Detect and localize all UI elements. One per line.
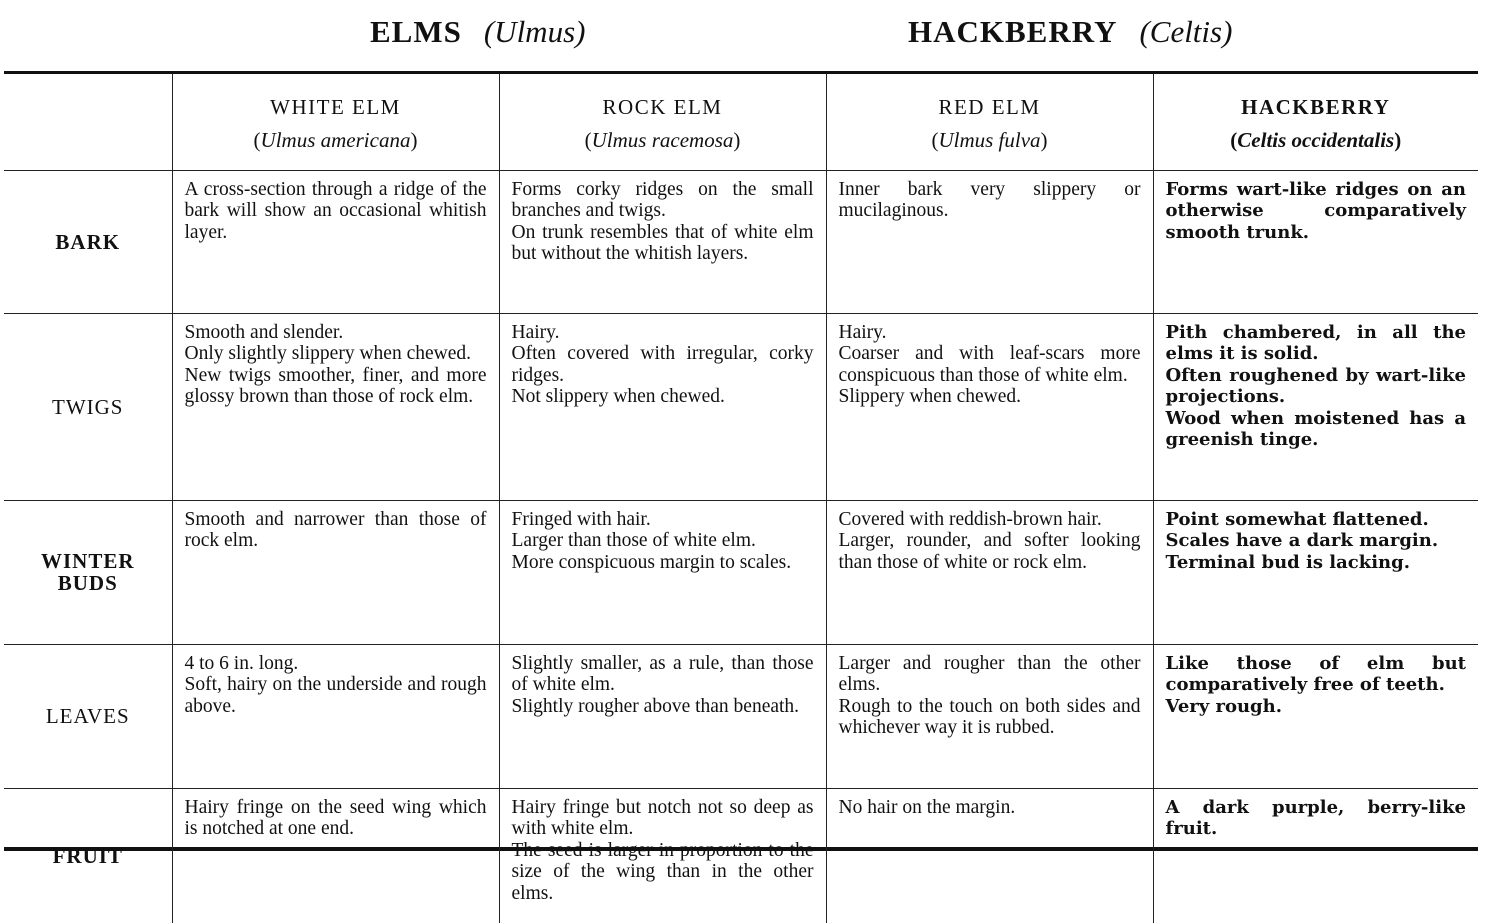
corner-cell: [4, 74, 172, 170]
row-winter-buds: [4, 500, 1478, 644]
elms-genus: (Ulmus): [483, 14, 586, 49]
column-name: ROCK ELM: [602, 95, 723, 119]
cell-buds-hackberry: Point somewhat flattened. Scales have a dark margin. Terminal bud is lacking.: [1153, 500, 1478, 644]
cell-twigs-hackberry: Pith chambered, in all the elms it is solid. Often roughened by wart-like projections. Wood when moistened has a greenish tinge.: [1153, 313, 1478, 500]
row-leaves: [4, 644, 1478, 788]
hackberry-title: HACKBERRY: [908, 14, 1118, 49]
cell-leaves-rock-elm: Slightly smaller, as a rule, than those of white elm. Slightly rougher above than beneath.: [499, 644, 826, 788]
cell-fruit-red-elm: No hair on the margin.: [826, 788, 1153, 923]
cell-buds-white-elm: Smooth and narrower than those of rock elm.: [172, 500, 499, 644]
row-twigs: [4, 313, 1478, 500]
cell-twigs-rock-elm: Hairy. Often covered with irregular, corky ridges. Not slippery when chewed.: [499, 313, 826, 500]
hackberry-genus: (Celtis): [1139, 14, 1233, 49]
column-header-red-elm: [826, 74, 1153, 170]
row-label-bark: BARK: [4, 170, 172, 313]
comparison-table: [4, 74, 1478, 923]
column-name: WHITE ELM: [270, 95, 401, 119]
cell-twigs-red-elm: Hairy. Coarser and with leaf-scars more conspicuous than those of white elm. Slippery when chewed.: [826, 313, 1153, 500]
cell-bark-hackberry: Forms wart-like ridges on an otherwise comparatively smooth trunk.: [1153, 170, 1478, 313]
cell-bark-red-elm: Inner bark very slippery or mucilaginous.: [826, 170, 1153, 313]
column-scientific-name: (Ulmus fulva): [931, 128, 1048, 152]
column-scientific-name: (Ulmus racemosa): [584, 128, 741, 152]
cell-fruit-rock-elm: Hairy fringe but notch not so deep as with white elm. The seed is larger in proportion to the size of the wing than in the other elms.: [499, 788, 826, 923]
row-label-leaves: LEAVES: [4, 644, 172, 788]
cell-leaves-hackberry: Like those of elm but comparatively free of teeth. Very rough.: [1153, 644, 1478, 788]
row-label-fruit: FRUIT: [4, 788, 172, 923]
comparison-table-frame: [4, 71, 1478, 904]
row-label-winter-buds: WINTER BUDS: [4, 500, 172, 644]
cell-leaves-white-elm: 4 to 6 in. long. Soft, hairy on the underside and rough above.: [172, 644, 499, 788]
page-header: [0, 14, 1500, 58]
column-header-rock-elm: [499, 74, 826, 170]
column-header-white-elm: [172, 74, 499, 170]
elms-title: ELMS: [370, 14, 462, 49]
cell-bark-rock-elm: Forms corky ridges on the small branches and twigs. On trunk resembles that of white elm but without the whitish layers.: [499, 170, 826, 313]
header-row: [4, 74, 1478, 170]
cell-bark-white-elm: A cross-section through a ridge of the bark will show an occasional whitish layer.: [172, 170, 499, 313]
cell-leaves-red-elm: Larger and rougher than the other elms. Rough to the touch on both sides and whichever way it is rubbed.: [826, 644, 1153, 788]
row-label-twigs: TWIGS: [4, 313, 172, 500]
column-scientific-name: (Ulmus americana): [253, 128, 418, 152]
column-name: RED ELM: [938, 95, 1041, 119]
cell-buds-rock-elm: Fringed with hair. Larger than those of white elm. More conspicuous margin to scales.: [499, 500, 826, 644]
cell-fruit-white-elm: Hairy fringe on the seed wing which is notched at one end.: [172, 788, 499, 923]
cell-buds-red-elm: Covered with reddish-brown hair. Larger, rounder, and softer looking than those of white or rock elm.: [826, 500, 1153, 644]
hackberry-heading: [908, 14, 1232, 50]
row-fruit: [4, 788, 1478, 923]
elms-heading: [370, 14, 585, 50]
row-bark: [4, 170, 1478, 313]
cell-twigs-white-elm: Smooth and slender. Only slightly slippery when chewed. New twigs smoother, finer, and more glossy brown than those of rock elm.: [172, 313, 499, 500]
cell-fruit-hackberry: A dark purple, berry-like fruit.: [1153, 788, 1478, 923]
column-header-hackberry: [1153, 74, 1478, 170]
column-scientific-name: (Celtis occidentalis): [1230, 128, 1402, 152]
column-name: HACKBERRY: [1241, 95, 1391, 119]
